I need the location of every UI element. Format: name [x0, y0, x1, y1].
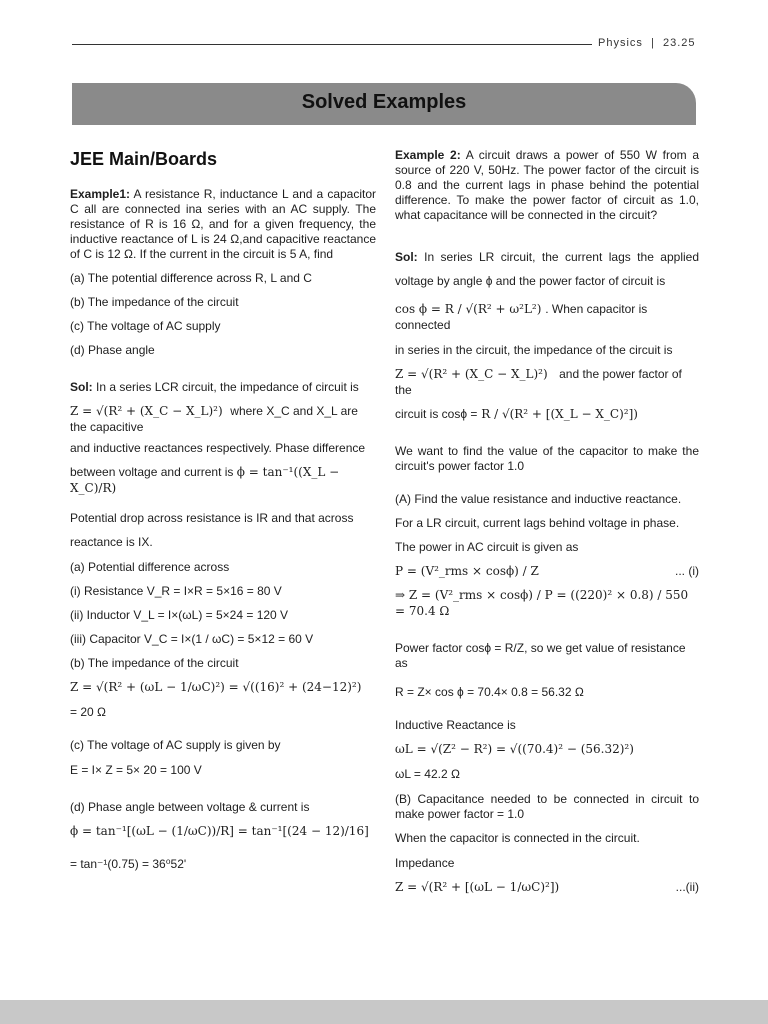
phase-row [70, 464, 376, 496]
impedance-heading: Impedance [395, 856, 455, 870]
a-line-capacitor: (iii) Capacitor V_C = I×(1 / ωC) = 5×12 = 60 V [70, 632, 314, 646]
potential-drop-text [70, 506, 376, 554]
d-heading: (d) Phase angle between voltage & current is [70, 800, 310, 814]
a-heading: (a) Potential difference across [70, 560, 230, 574]
sol2-intro [395, 245, 699, 293]
B-heading: (B) Capacitance needed to be connected in circuit to make power factor = 1.0 [395, 792, 699, 821]
d-result: = tan⁻¹(0.75) = 36⁰52' [70, 857, 187, 871]
section-heading: JEE Main/Boards [70, 149, 218, 169]
eq-tag-i: ... (i) [675, 564, 699, 578]
a-line-inductor: (ii) Inductor V_L = I×(ωL) = 5×24 = 120 V [70, 608, 289, 622]
example1-label: Example1: [70, 187, 131, 201]
sol2-line-1: In series LR circuit, the current lags the applied [424, 250, 699, 264]
d-formula: ϕ = tan⁻¹[(ωL − (1/ωC))/R] = tan⁻¹[(24 − 12)/16] [70, 824, 369, 838]
left-column [70, 148, 376, 872]
sol2-label: Sol: [395, 250, 418, 264]
header-subject: Physics [598, 37, 643, 49]
sol1-label: Sol: [70, 380, 93, 394]
page-header [598, 37, 696, 49]
banner-title: Solved Examples [301, 91, 467, 113]
ind-heading: Inductive Reactance is [395, 718, 516, 732]
series-line: in series in the circuit, the impedance of the circuit is [395, 343, 673, 357]
pf-text: Power factor cosϕ = R/Z, so we get value of resistance as [395, 641, 686, 670]
wl-formula: ωL = √(Z² − R²) = √((70.4)² − (56.32)²) [395, 742, 634, 756]
sol1-intro [70, 380, 376, 395]
drop-line-2: reactance is IX. [70, 535, 153, 549]
example1-text: A resistance R, inductance L and a capacitor C all are connected ina series with an AC supply. The resistance of R is 16 Ω, and for a given frequency, the inductive reactance of L is 24 Ω,and capacitive reactance of C is 12 Ω. If the current in the circuit is 5 A, find [70, 187, 377, 261]
footer-band [0, 1000, 768, 1024]
z2-formula-row [395, 366, 699, 398]
example2-label: Example 2: [395, 148, 461, 162]
header-rule [72, 44, 592, 45]
sol2-line-2: voltage by angle ϕ and the power factor of circuit is [395, 274, 666, 288]
header-separator: | [651, 37, 655, 49]
power-text: The power in AC circuit is given as [395, 540, 579, 554]
drop-line-1: Potential drop across resistance is IR and that across [70, 511, 354, 525]
eq-tag-ii: ...(ii) [675, 880, 699, 894]
impedance-formula-row [70, 403, 376, 435]
wl-result: ωL = 42.2 Ω [395, 767, 460, 781]
part-b: (b) The impedance of the circuit [70, 295, 239, 309]
want-text: We want to find the value of the capacitor to make the circuit's power factor 1.0 [395, 444, 699, 473]
cos-formula-row [395, 301, 699, 333]
cos-after: . When capacitor is connected [395, 302, 648, 332]
part-d: (d) Phase angle [70, 343, 155, 357]
section-banner [72, 83, 696, 125]
z3-formula: Z = √(R² + [(ωL − 1/ωC)²]) [395, 880, 560, 894]
part-c: (c) The voltage of AC supply [70, 319, 221, 333]
p-formula: P = (V²_rms × cosϕ) / Z [395, 564, 539, 578]
c-heading: (c) The voltage of AC supply is given by [70, 738, 281, 752]
z2-after: and the power factor of the [395, 367, 682, 397]
p-formula-row [395, 563, 699, 579]
phase-formula: ϕ = tan⁻¹((X_L − X_C)/R) [70, 465, 340, 495]
b-heading: (b) The impedance of the circuit [70, 656, 239, 670]
example2-paragraph [395, 148, 699, 223]
z2-formula: Z = √(R² + (X_C − X_L)²) [395, 367, 548, 381]
impedance-desc: where X_C and X_L are the capacitive [70, 404, 358, 434]
circuit-is: circuit is cosϕ = [395, 407, 478, 421]
part-a: (a) The potential difference across R, L and C [70, 271, 312, 285]
example1-paragraph [70, 187, 376, 262]
b-formula: Z = √(R² + (ωL − 1/ωC)²) = √((16)² + (24−12)²) [70, 680, 362, 694]
z3-formula-row [395, 879, 699, 895]
sol1-intro-text: In a series LCR circuit, the impedance of circuit is [96, 380, 359, 394]
lr-text: For a LR circuit, current lags behind voltage in phase. [395, 516, 680, 530]
b-result: = 20 Ω [70, 705, 106, 719]
impedance-desc-2: and inductive reactances respectively. Phase difference [70, 441, 366, 455]
header-page-number: 23.25 [663, 37, 696, 49]
z-calc: ⇒ Z = (V²_rms × cosϕ) / P = ((220)² × 0.8) / 550 = 70.4 Ω [395, 588, 689, 618]
phase-text: between voltage and current is [70, 465, 234, 479]
when-text: When the capacitor is connected in the circuit. [395, 831, 640, 845]
pf-formula: R / √(R² + [(X_L − X_C)²]) [481, 407, 638, 421]
c-formula: E = I× Z = 5× 20 = 100 V [70, 763, 202, 777]
pf-formula-row [395, 406, 699, 422]
a-line-resistance: (i) Resistance V_R = I×R = 5×16 = 80 V [70, 584, 282, 598]
right-column [395, 148, 699, 895]
r-calc: R = Z× cos ϕ = 70.4× 0.8 = 56.32 Ω [395, 685, 584, 699]
impedance-formula: Z = √(R² + (X_C − X_L)²) [70, 404, 223, 418]
example2-text: A circuit draws a power of 550 W from a source of 220 V, 50Hz. The power factor of the circuit is 0.8 and the current lags in phase behind the potential difference. To make the power factor of circuit as 1.0, what capacitance will be connected in the circuit? [395, 148, 699, 222]
A-heading: (A) Find the value resistance and inductive reactance. [395, 492, 682, 506]
cos-formula: cos ϕ = R / √(R² + ω²L²) [395, 302, 542, 316]
